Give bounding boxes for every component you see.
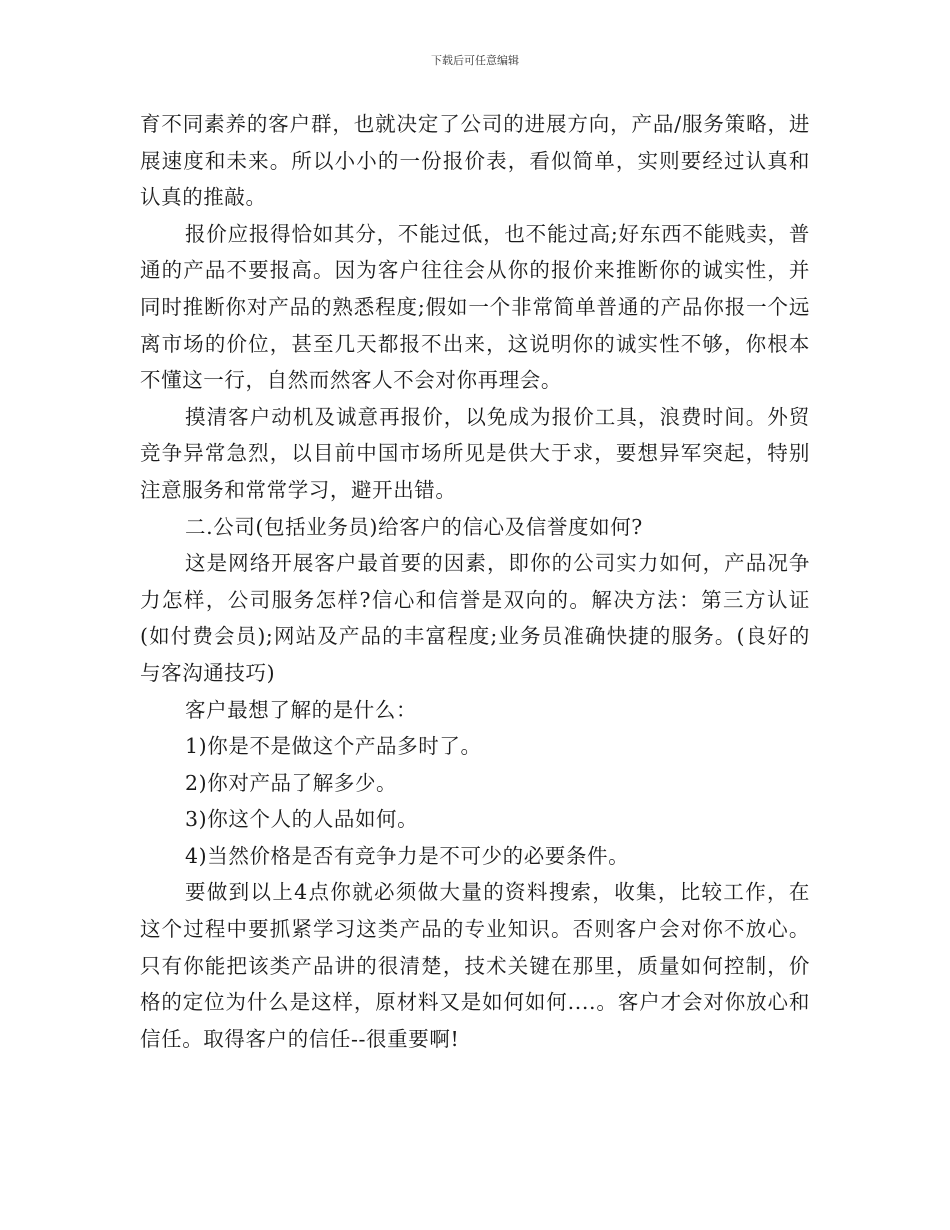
list-item-4: 4)当然价格是否有竞争力是不可少的必要条件。 (185, 843, 630, 868)
paragraph-1: 育不同素养的客户群，也就决定了公司的进展方向，产品/服务策略，进展速度和未来。所以小小的一份报价表，看似简单，实则要经过认真和认真的推敲。 (140, 112, 810, 210)
paragraph-5: 要做到以上4点你就必须做大量的资料搜索，收集，比较工作，在这个过程中要抓紧学习这类产品的专业知识。否则客户会对你不放心。只有你能把该类产品讲的很清楚，技术关键在那里，质量如何控制，价格的定位为什么是这样，原材料又是如何如何....。客户才会对你放心和信任。取得客户的信任--很重要啊! (140, 880, 810, 1051)
list-item-3: 3)你这个人的人品如何。 (185, 807, 419, 832)
page-header-note: 下载后可任意编辑 (431, 54, 519, 67)
list-item-1: 1)你是不是做这个产品多时了。 (185, 734, 482, 759)
paragraph-3: 摸清客户动机及诚意再报价，以免成为报价工具，浪费时间。外贸竞争异常急烈，以目前中国市场所见是供大于求，要想异军突起，特别注意服务和常常学习，避开出错。 (140, 404, 810, 502)
document-body (140, 106, 810, 1057)
paragraph-2: 报价应报得恰如其分，不能过低，也不能过高;好东西不能贱卖，普通的产品不要报高。因为客户往往会从你的报价来推断你的诚实性，并同时推断你对产品的熟悉程度;假如一个非常简单普通的产品你报一个远离市场的价位，甚至几天都报不出来，这说明你的诚实性不够，你根本不懂这一行，自然而然客人不会对你再理会。 (140, 221, 810, 393)
paragraph-4: 这是网络开展客户最首要的因素，即你的公司实力如何，产品况争力怎样，公司服务怎样?信心和信誉是双向的。解决方法：第三方认证(如付费会员);网站及产品的丰富程度;业务员准确快捷的服务。(良好的与客沟通技巧) (140, 551, 810, 685)
list-intro: 客户最想了解的是什么： (185, 697, 418, 722)
section-heading-2: 二.公司(包括业务员)给客户的信心及信誉度如何? (185, 514, 643, 539)
list-item-2: 2)你对产品了解多少。 (185, 770, 398, 795)
